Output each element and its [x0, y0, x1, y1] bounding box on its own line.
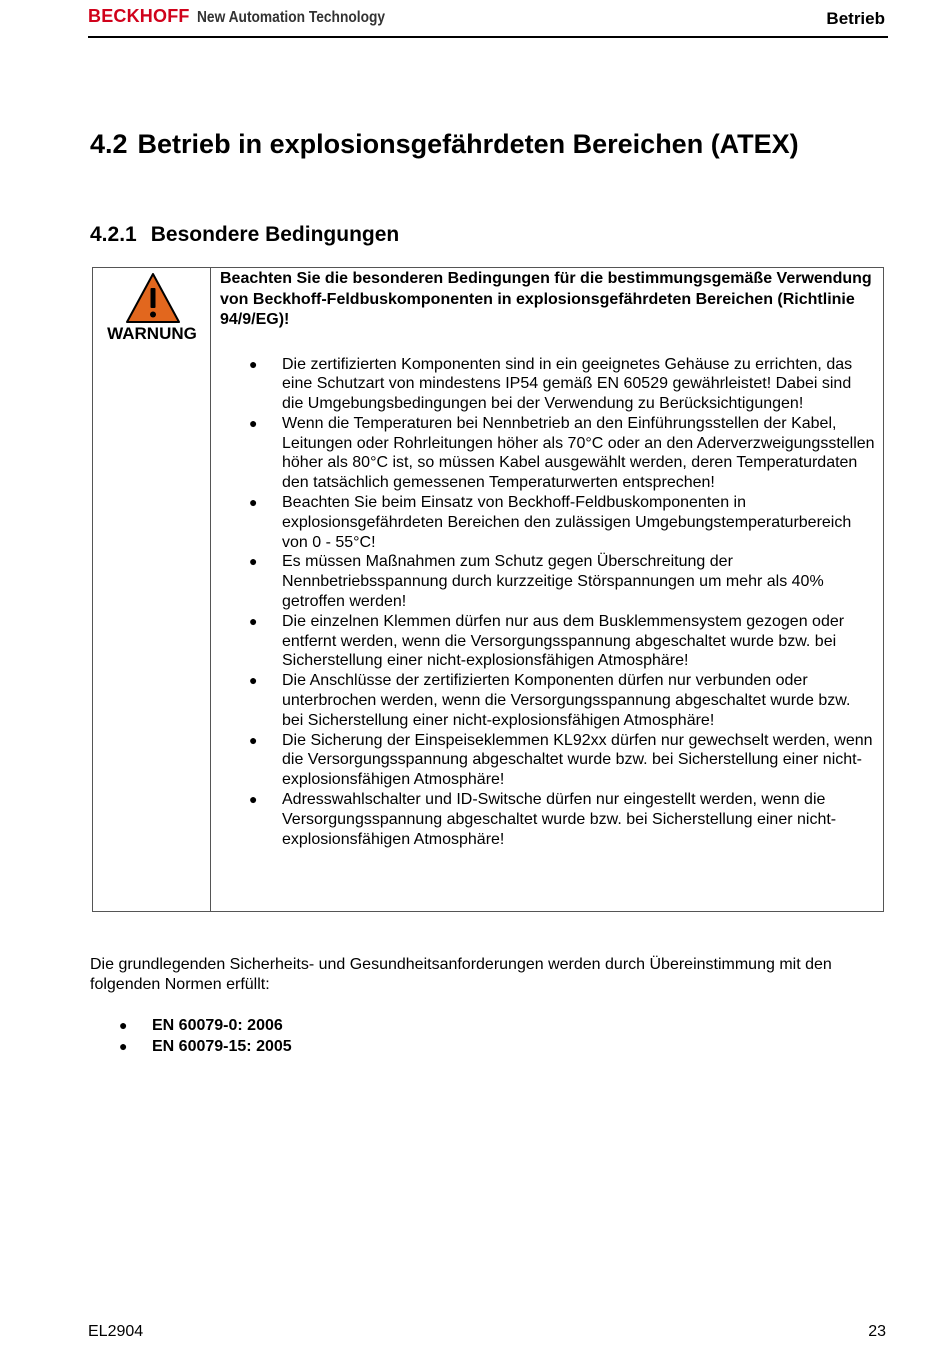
- norms-list: [90, 1015, 292, 1057]
- warning-list: [220, 355, 876, 850]
- list-item: ● EN 60079-0: 2006: [119, 1017, 283, 1034]
- bullet-icon: ●: [249, 494, 258, 511]
- page-header: [88, 4, 888, 38]
- list-item: ● Adresswahlschalter und ID-Switsche dürfen nur eingestellt werden, wenn die Versorgungsspannung abgeschaltet wurde bzw. bei Sicherstellung einer nicht-explosionsfähigen Atmosphäre!: [249, 791, 837, 848]
- warning-content: [220, 269, 876, 849]
- bullet-icon: ●: [249, 672, 258, 689]
- warning-intro: Beachten Sie die besonderen Bedingungen für die bestimmungsgemäße Verwendung von Beckhoff-Feldbuskomponenten in explosionsgefährdeten Bereichen (Richtlinie 94/9/EG)!: [220, 270, 872, 328]
- footer-product: EL2904: [88, 1323, 144, 1340]
- beckhoff-logo: [88, 6, 415, 27]
- subsection-number: 4.2.1: [90, 223, 137, 246]
- list-item: ● Beachten Sie beim Einsatz von Beckhoff-Feldbuskomponenten in explosionsgefährdeten Bereichen den zulässigen Umgebungstemperaturbereich von 0 - 55°C!: [249, 494, 852, 551]
- warning-label: WARNUNG: [107, 324, 197, 343]
- warning-sign-cell: [93, 268, 211, 911]
- section-title: Betrieb in explosionsgefährdeten Bereichen (ATEX): [137, 129, 799, 159]
- section-heading: [90, 129, 799, 160]
- list-item: ● Die Sicherung der Einspeiseklemmen KL92xx dürfen nur gewechselt werden, wenn die Versorgungsspannung abgeschaltet wurde bzw. bei Sicherstellung einer nicht-explosionsfähigen Atmosphäre!: [249, 731, 873, 789]
- bullet-icon: ●: [119, 1038, 128, 1054]
- list-item: ● Die einzelnen Klemmen dürfen nur aus dem Busklemmensystem gezogen oder entfernt werden, wenn die Versorgungsspannung abgeschaltet wurde bzw. bei Sicherstellung einer nicht-explosionsfähigen Atmosphäre!: [249, 612, 845, 670]
- bullet-icon: ●: [249, 791, 258, 808]
- bullet-icon: ●: [249, 731, 258, 748]
- list-item: ● Die Anschlüsse der zertifizierten Komponenten dürfen nur verbunden oder unterbrochen werden, wenn die Versorgungsspannung abgeschaltet wurde bzw. bei Sicherstellung einer nicht-explosionsfähigen Atmosphäre!: [249, 672, 851, 729]
- warning-triangle-icon: [125, 272, 181, 324]
- bullet-icon: ●: [249, 355, 258, 372]
- list-item: ● EN 60079-15: 2005: [119, 1038, 292, 1055]
- page-number: 23: [868, 1323, 886, 1340]
- brand-name: BECKHOFF: [88, 6, 190, 26]
- bullet-icon: ●: [249, 612, 258, 629]
- list-item: ● Wenn die Temperaturen bei Nennbetrieb an den Einführungsstellen der Kabel, Leitungen oder Rohrleitungen höher als 70°C oder an den Aderverzweigungsstellen höher als 80°C ist, so müssen Kabel ausgewählt werden, deren Temperaturdaten den tatsächlich gemessenen Temperaturwerten entsprechen!: [249, 414, 875, 492]
- body-paragraph: Die grundlegenden Sicherheits- und Gesundheitsanforderungen werden durch Übereinstimmung mit den folgenden Normen erfüllt:: [90, 956, 832, 993]
- list-item: ● Die zertifizierten Komponenten sind in ein geeignetes Gehäuse zu errichten, das eine Schutzart von mindestens IP54 gemäß EN 60529 gewährleistet! Dabei sind die Umgebungsbedingungen bei der Verwendung zu Berücksichtigungen!: [249, 355, 853, 413]
- subsection-heading: [90, 223, 399, 247]
- section-label: Betrieb: [826, 9, 885, 28]
- warning-box: [92, 267, 884, 912]
- brand-tagline: New Automation Technology: [196, 9, 385, 26]
- subsection-title: Besondere Bedingungen: [150, 223, 400, 246]
- bullet-icon: ●: [249, 553, 258, 570]
- bullet-icon: ●: [119, 1017, 128, 1033]
- bullet-icon: ●: [249, 414, 258, 431]
- list-item: ● Es müssen Maßnahmen zum Schutz gegen Überschreitung der Nennbetriebsspannung durch kurzzeitige Störspannungen um mehr als 40% getroffen werden!: [249, 553, 824, 611]
- section-number: 4.2: [90, 129, 128, 159]
